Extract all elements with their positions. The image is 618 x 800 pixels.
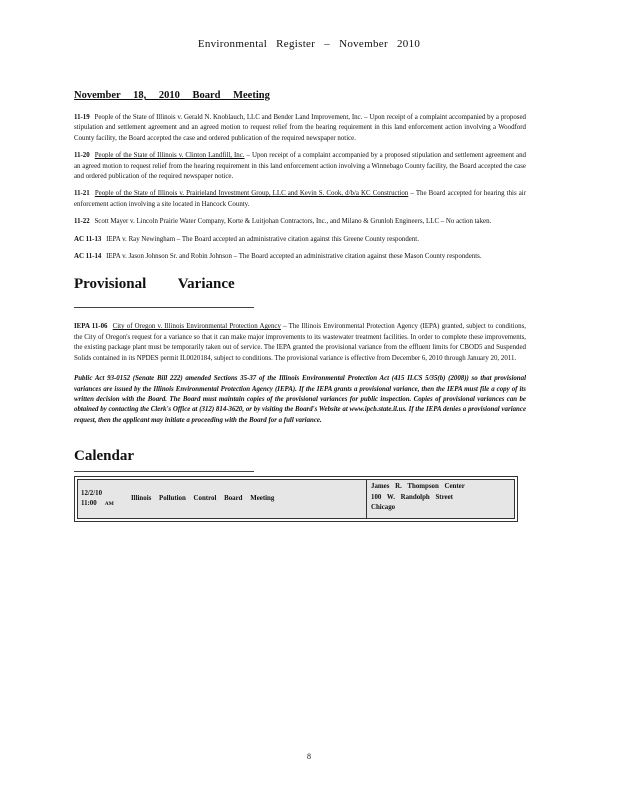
case-entry [74,217,526,227]
section-title-provisional-variance: Provisional Variance [74,276,235,293]
calendar-event: Illinois Pollution Control Board Meeting [131,494,275,502]
case-description: IEPA v. Ray Newingham – The Board accepted an administrative citation against this Greene County respondent. [106,235,419,243]
location-line: Chicago [371,503,396,511]
calendar-datetime [78,480,128,518]
case-entry [74,235,526,245]
case-number: 11-21 [74,190,90,198]
page-header: Environmental Register – November 2010 [197,38,421,50]
calendar-table [74,476,518,522]
case-caption: People of the State of Illinois v. Prairieland Investment Group, LLC and Kevin S. Cook, d/b/a KC Construction [94,190,409,198]
calendar-date: 12/2/10 [81,489,103,497]
case-number: 11-19 [74,114,90,121]
section-divider [74,307,254,308]
calendar-row [77,479,515,519]
case-description: – Upon receipt of a complaint accompanied by a proposed stipulation and settlement agreement and an agreed motion to request relief from the hearing requirement in this land enforcement action involving a Winnebago County facility, the Board accepted the case and ordered publication of the required newspaper notice. [74,152,527,181]
calendar-ampm: AM [104,501,114,508]
case-caption: People of the State of Illinois v. Clinton Landfill, Inc. [94,152,245,160]
case-number: AC 11-13 [74,235,102,243]
case-description: IEPA v. Jason Johnson Sr. and Robin Johnson – The Board accepted an administrative citation against these Mason County respondents. [106,253,482,261]
variance-description: – The Illinois Environmental Protection Agency (IEPA) granted, subject to conditions, the City of Oregon's request for a variance so that it can make major improvements to its wastewater treatment facilities. In order to complete these improvements, the existing package plant must be temporarily taken out of service. The IEPA granted the provisional variance from the effluent limits for CBOD5 and Suspended Solids contained in its NPDES permit IL0020184, subject to conditions. The provisional variance is effective from December 6, 2010 through January 20, 2011. [74,323,526,362]
page-number: 8 [307,752,311,761]
case-number: 11-22 [74,218,90,226]
location-line: 100 W. Randolph Street [371,493,453,501]
case-entry [74,189,526,210]
calendar-time-wrap [81,499,125,509]
case-description: – The Board accepted for hearing this air enforcement action involving a site located in Hancock County. [74,190,526,208]
case-description: Scott Mayer v. Lincoln Prairie Water Company, Korte & Luitjohan Contractors, Inc., and Milano & Grunloh Engineers, LLC – No action taken. [94,218,492,226]
document-body [74,90,526,522]
meeting-title: November 18, 2010 Board Meeting [74,90,270,101]
calendar-location [366,480,514,518]
section-title-calendar: Calendar [74,448,134,465]
variance-number: IEPA 11-06 [74,323,108,331]
public-act-notice: Public Act 93-0152 (Senate Bill 222) amended Sections 35-37 of the Illinois Environmental Protection Act (415 ILCS 5/35(b) (2008)) so that provisional variances are issued by the Illinois Environmental Protection Agency (IEPA). If the IEPA grants a provisional variance, then the IEPA must file a copy of its written decision with the Board. The Board must maintain copies of the provisional variances for public inspection. Copies of provisional variances can be obtained by contacting the Clerk's Office at (312) 814-3620, or by visiting the Board's Website at www.ipcb.state.il.us. If the IEPA denies a provisional variance request, then the applicant may initiate a proceeding with the Board for a full variance. [74,375,526,424]
section-divider [74,471,254,472]
case-number: 11-20 [74,152,90,160]
case-entry [74,151,526,182]
location-line: James R. Thompson Center [371,483,465,491]
case-number: AC 11-14 [74,253,102,261]
case-entry [74,113,526,144]
variance-caption: City of Oregon v. Illinois Environmental Protection Agency [112,323,281,331]
case-caption: People of the State of Illinois v. Gerald N. Knoblauch, LLC and Bender Land Improvement, Inc. [94,114,363,121]
case-entry [74,252,526,262]
variance-entry [74,322,526,364]
case-description: – Upon receipt of a complaint accompanied by a proposed stipulation and settlement agreement and an agreed motion to request relief from the hearing requirement in this land enforcement action involving a Woodford County facility, the Board accepted the case and ordered publication of the required newspaper notice. [74,114,526,142]
calendar-time: 11:00 [81,500,97,508]
